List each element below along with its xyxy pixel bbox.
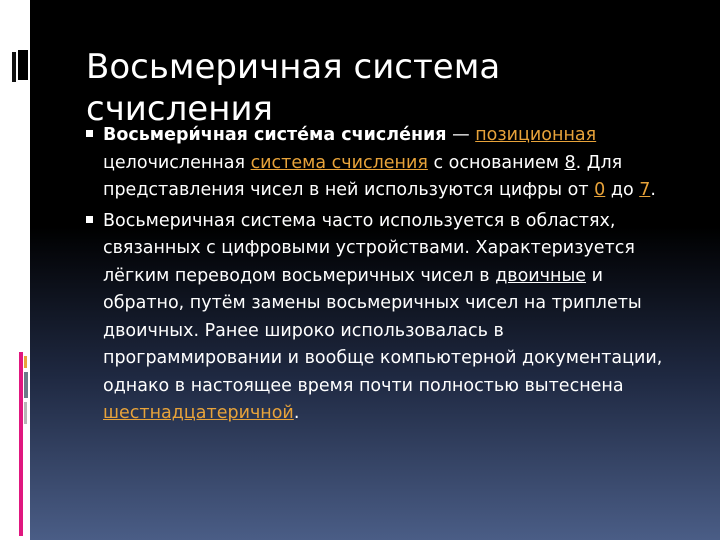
bullet-square-icon <box>86 130 93 137</box>
link-hexadecimal[interactable]: шестнадцатеричной <box>103 403 294 423</box>
body-text: и обратно, путём замены восьмеричных чисел на триплеты двоичных. Ранее широко использовалась в программировании и вообще компьютерной документации, однако в настоящее время почти полностью вытеснена <box>103 265 663 396</box>
bullet-item <box>86 122 686 205</box>
bullet-square-icon <box>86 216 93 223</box>
deco-yellow-bar <box>24 356 27 368</box>
deco-bar-thin <box>12 52 16 82</box>
link-positional[interactable]: позиционная <box>475 125 597 145</box>
link-binary[interactable]: двоичные <box>495 265 587 286</box>
link-eight[interactable]: 8 <box>564 152 576 173</box>
link-seven[interactable]: 7 <box>639 180 651 200</box>
link-number-system[interactable]: система счисления <box>250 152 428 173</box>
slide-content <box>86 122 686 431</box>
body-text: целочисленная <box>103 152 251 173</box>
bold-term: Восьмери́чная систе́ма счисле́ния <box>103 125 447 145</box>
body-text: . <box>293 403 300 423</box>
link-zero[interactable]: 0 <box>594 180 606 200</box>
deco-pink-bar <box>19 352 23 536</box>
bullet-item <box>86 208 686 428</box>
body-text: . <box>650 180 656 200</box>
deco-slate-bar <box>24 372 28 398</box>
deco-gray-bar <box>24 402 27 424</box>
body-text: с основанием <box>427 152 565 173</box>
dash-text: — <box>446 125 476 145</box>
body-text: . Для представления чисел в ней используются цифры от <box>103 152 623 200</box>
deco-bar-dark-bottom <box>18 56 28 80</box>
body-text: Восьмеричная система часто используется в областях, связанных с цифровыми устройствами. Характеризуется лёгким переводом восьмеричных чисел в <box>103 210 635 286</box>
slide-title: Восьмеричная система счисления <box>86 47 501 129</box>
body-text: до <box>605 180 640 200</box>
